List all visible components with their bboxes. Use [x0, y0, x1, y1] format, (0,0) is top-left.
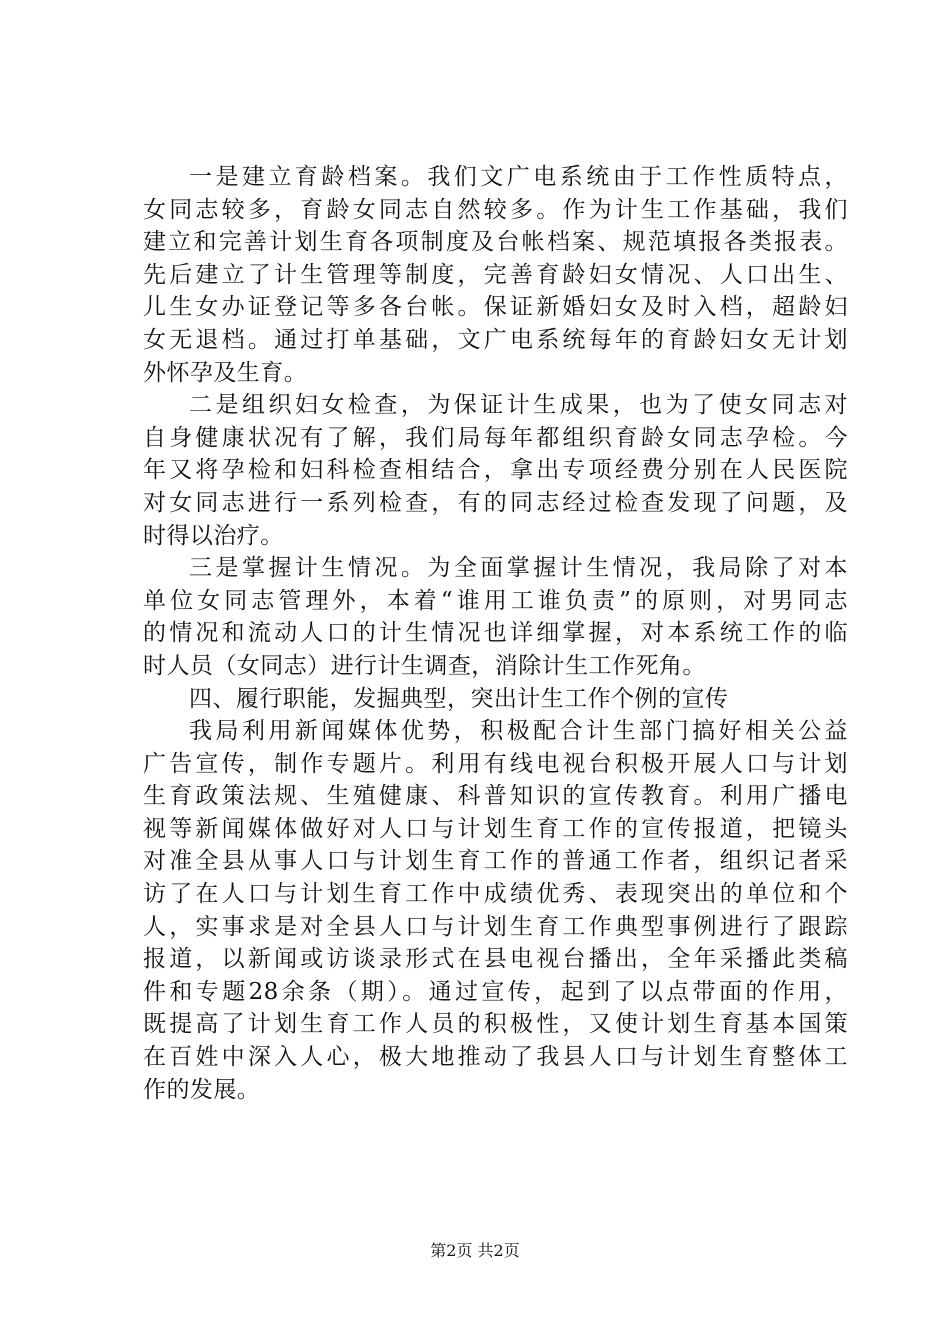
text-line: 在百姓中深入人心，极大地推动了我县人口与计划生育整体工: [143, 1044, 848, 1071]
text-line: 广告宣传，制作专题片。利用有线电视台积极开展人口与计划: [143, 750, 848, 777]
text-line: 对女同志进行一系列检查，有的同志经过检查发现了问题，及: [143, 489, 848, 516]
page-footer: 第2页 共2页: [430, 1241, 520, 1260]
text-line: 的情况和流动人口的计生情况也详细掌握，对本系统工作的临: [143, 620, 848, 647]
text-line: 一是建立育龄档案。我们文广电系统由于工作性质特点，: [189, 164, 848, 190]
text-line: 时得以治疗。: [143, 522, 284, 549]
text-line: 单位女同志管理外，本着“谁用工谁负责”的原则，对男同志: [143, 587, 848, 614]
text-line: 建立和完善计划生育各项制度及台帐档案、规范填报各类报表。: [143, 229, 848, 256]
text-line: 四、履行职能，发掘典型，突出计生工作个例的宣传: [189, 685, 729, 712]
text-line: 三是掌握计生情况。为全面掌握计生情况，我局除了对本: [189, 555, 848, 582]
text-line: 年又将孕检和妇科检查相结合，拿出专项经费分别在人民医院: [143, 457, 848, 484]
text-line: 访了在人口与计划生育工作中成绩优秀、表现突出的单位和个: [143, 881, 848, 908]
text-line: 女无退档。通过打单基础，文广电系统每年的育龄妇女无计划: [143, 326, 848, 353]
text-line: 既提高了计划生育工作人员的积极性，又使计划生育基本国策: [143, 1011, 848, 1038]
text-line: 生育政策法规、生殖健康、科普知识的宣传教育。利用广播电: [143, 783, 848, 810]
text-line: 视等新闻媒体做好对人口与计划生育工作的宣传报道，把镜头: [143, 815, 848, 842]
text-line: 作的发展。: [143, 1076, 261, 1103]
text-line: 先后建立了计生管理等制度，完善育龄妇女情况、人口出生、: [143, 261, 848, 288]
text-line: 件和专题28余条（期）。通过宣传，起到了以点带面的作用，: [143, 978, 848, 1005]
text-line: 儿生女办证登记等多各台帐。保证新婚妇女及时入档，超龄妇: [143, 294, 848, 321]
text-line: 自身健康状况有了解，我们局每年都组织育龄女同志孕检。今: [143, 424, 848, 451]
text-line: 时人员（女同志）进行计生调查，消除计生工作死角。: [143, 652, 706, 679]
text-line: 我局利用新闻媒体优势，积极配合计生部门搞好相关公益: [189, 718, 848, 745]
text-line: 报道，以新闻或访谈录形式在县电视台播出，全年采播此类稿: [143, 946, 848, 973]
document-body: [143, 161, 848, 1106]
text-line: 对准全县从事人口与计划生育工作的普通工作者，组织记者采: [143, 848, 848, 875]
text-line: 女同志较多，育龄女同志自然较多。作为计生工作基础，我们: [143, 196, 848, 223]
text-line: 人，实事求是对全县人口与计划生育工作典型事例进行了跟踪: [143, 913, 848, 940]
text-line: 外怀孕及生育。: [143, 359, 308, 386]
text-line: 二是组织妇女检查，为保证计生成果，也为了使女同志对: [189, 392, 848, 419]
